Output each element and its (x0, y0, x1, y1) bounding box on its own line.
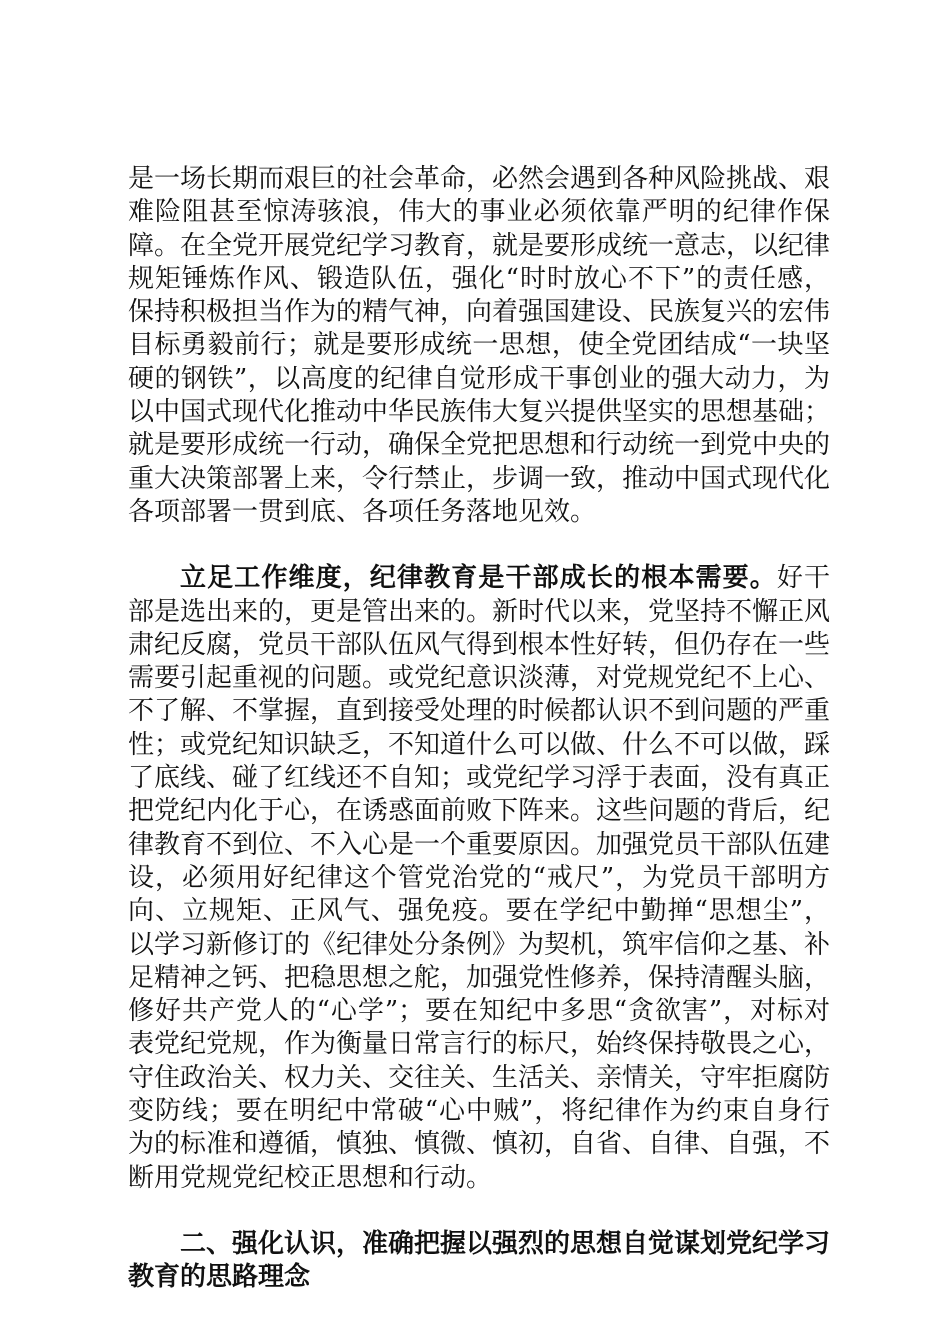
paragraph-continuation: 是一场长期而艰巨的社会革命，必然会遇到各种风险挑战、艰难险阻甚至惊涛骇浪，伟大的事业必须依靠严明的纪律作保障。在全党开展党纪学习教育，就是要形成统一意志，以纪律规矩锤炼作风、锻造队伍，强化“时时放心不下”的责任感，保持积极担当作为的精气神，向着强国建设、民族复兴的宏伟目标勇毅前行；就是要形成统一思想，使全党团结成“一块坚硬的钢铁”，以高度的纪律自觉形成干事创业的强大动力，为以中国式现代化推动中华民族伟大复兴提供坚实的思想基础；就是要形成统一行动，确保全党把思想和行动统一到党中央的重大决策部署上来，令行禁止，步调一致，推动中国式现代化各项部署一贯到底、各项任务落地见效。 (128, 164, 831, 527)
document-body (128, 163, 830, 1295)
paragraph-discipline-education (128, 562, 830, 1195)
section-heading: 二、强化认识，准确把握以强烈的思想自觉谋划党纪学习教育的思路理念 (128, 1228, 831, 1293)
paragraph-body-text: 好干部是选出来的，更是管出来的。新时代以来，党坚持不懈正风肃纪反腐，党员干部队伍风气得到根本性好转，但仍存在一些需要引起重视的问题。或党纪意识淡薄，对党规党纪不上心、不了解、不掌握，直到接受处理的时候都认识不到问题的严重性；或党纪知识缺乏，不知道什么可以做、什么不可以做，踩了底线、碰了红线还不自知；或党纪学习浮于表面，没有真正把党纪内化于心，在诱惑面前败下阵来。这些问题的背后，纪律教育不到位、不入心是一个重要原因。加强党员干部队伍建设，必须用好纪律这个管党治党的“戒尺”，为党员干部明方向、立规矩、正风气、强免疫。要在学纪中勤掸“思想尘”，以学习新修订的《纪律处分条例》为契机，筑牢信仰之基、补足精神之钙、把稳思想之舵，加强党性修养，保持清醒头脑，修好共产党人的“心学”；要在知纪中多思“贪欲害”，对标对表党纪党规，作为衡量日常言行的标尺，始终保持敬畏之心，守住政治关、权力关、交往关、生活关、亲情关，守牢拒腐防变防线；要在明纪中常破“心中贼”，将纪律作为约束自身行为的标准和遵循，慎独、慎微、慎初，自省、自律、自强，不断用党规党纪校正思想和行动。 (128, 563, 831, 1193)
paragraph-lead-sentence: 立足工作维度，纪律教育是干部成长的根本需要。 (180, 563, 777, 594)
